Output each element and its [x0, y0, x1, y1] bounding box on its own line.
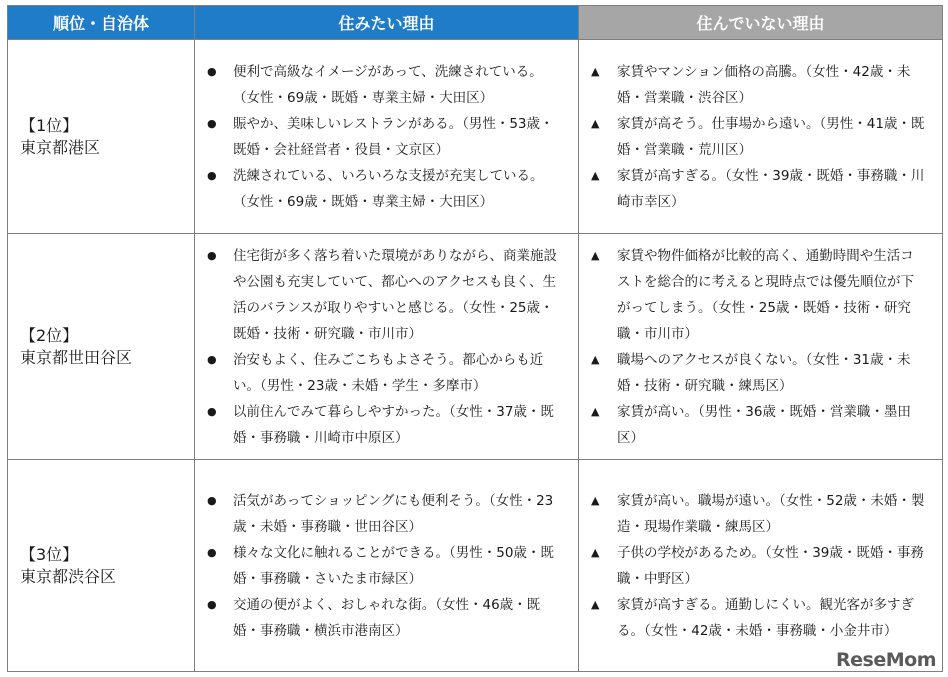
list-item	[591, 243, 926, 347]
list-item	[207, 111, 562, 163]
list-item	[591, 111, 926, 163]
bullet-triangle-icon: ▲	[591, 64, 600, 78]
not-reasons-list	[579, 488, 942, 644]
list-item	[207, 540, 562, 592]
list-item	[591, 399, 926, 451]
list-item	[207, 59, 562, 111]
list-item	[207, 243, 562, 347]
list-item	[207, 399, 562, 451]
list-item-text: 活気があってショッピングにも便利そう。（女性・23歳・未婚・事務職・世田谷区）	[233, 492, 554, 535]
list-item	[207, 488, 562, 540]
not-reasons-list	[579, 59, 942, 215]
not-reasons-cell	[579, 40, 943, 234]
list-item-text: 家賃や物件価格が比較的高く、通勤時間や生活コストを総合的に考えると現時点では優先順位が下がってしまう。（女性・25歳・既婚・技術・研究職・市川市）	[617, 247, 914, 342]
table-row	[8, 40, 943, 234]
header-reasons: 住みたい理由	[195, 6, 579, 40]
rank-label: 【2位】 東京都世田谷区	[20, 325, 133, 367]
bullet-circle-icon: ●	[207, 404, 217, 418]
not-reasons-cell	[579, 460, 943, 672]
bullet-circle-icon: ●	[207, 168, 217, 182]
list-item-text: 賑やか、美味しいレストランがある。（男性・53歳・既婚・会社経営者・役員・文京区）	[233, 115, 554, 158]
bullet-circle-icon: ●	[207, 116, 217, 130]
list-item-text: 家賃やマンション価格の高騰。（女性・42歳・未婚・営業職・渋谷区）	[617, 63, 911, 106]
rank-cell	[8, 40, 195, 234]
list-item-text: 様々な文化に触れることができる。（男性・50歳・既婚・事務職・さいたま市緑区）	[233, 544, 554, 587]
reasons-cell	[195, 460, 579, 672]
list-item	[591, 59, 926, 111]
list-item	[591, 488, 926, 540]
bullet-triangle-icon: ▲	[591, 116, 600, 130]
list-item	[207, 163, 562, 215]
bullet-circle-icon: ●	[207, 64, 217, 78]
bullet-triangle-icon: ▲	[591, 493, 600, 507]
list-item	[207, 347, 562, 399]
reasons-cell	[195, 234, 579, 460]
bullet-triangle-icon: ▲	[591, 248, 600, 262]
bullet-triangle-icon: ▲	[591, 352, 600, 366]
reasons-cell	[195, 40, 579, 234]
bullet-triangle-icon: ▲	[591, 404, 600, 418]
bullet-triangle-icon: ▲	[591, 545, 600, 559]
list-item-text: 洗練されている、いろいろな支援が充実している。（女性・69歳・既婚・専業主婦・大田区）	[233, 167, 544, 210]
rank-cell	[8, 234, 195, 460]
list-item	[207, 592, 562, 644]
list-item-text: 住宅街が多く落ち着いた環境がありながら、商業施設や公園も充実していて、都心へのアクセスも良く、生活のバランスが取りやすいと感じる。（女性・25歳・既婚・技術・研究職・市川市）	[233, 247, 557, 342]
reasons-list	[195, 243, 578, 451]
list-item	[591, 592, 926, 644]
list-item-text: 家賃が高そう。仕事場から遠い。（男性・41歳・既婚・営業職・荒川区）	[617, 115, 925, 158]
list-item-text: 以前住んでみて暮らしやすかった。（女性・37歳・既婚・事務職・川崎市中原区）	[233, 403, 554, 446]
not-reasons-cell	[579, 234, 943, 460]
list-item-text: 家賃が高い。職場が遠い。（女性・52歳・未婚・製造・現場作業職・練馬区）	[617, 492, 925, 535]
rank-cell	[8, 460, 195, 672]
list-item-text: 職場へのアクセスが良くない。（女性・31歳・未婚・技術・研究職・練馬区）	[617, 351, 911, 394]
reasons-list	[195, 59, 578, 215]
ranking-table	[7, 5, 943, 672]
list-item-text: 治安もよく、住みごこちもよさそう。都心からも近い。（男性・23歳・未婚・学生・多摩市）	[233, 351, 544, 394]
list-item-text: 家賃が高すぎる。通勤しにくい。観光客が多すぎる。（女性・42歳・未婚・事務職・小金井市）	[617, 596, 914, 639]
list-item-text: 家賃が高い。（男性・36歳・既婚・営業職・墨田区）	[617, 403, 911, 446]
not-reasons-list	[579, 243, 942, 451]
table-row	[8, 234, 943, 460]
header-row	[8, 6, 943, 40]
list-item	[591, 163, 926, 215]
table-row	[8, 460, 943, 672]
reasons-list	[195, 488, 578, 644]
bullet-circle-icon: ●	[207, 493, 217, 507]
header-rank: 順位・自治体	[8, 6, 195, 40]
bullet-circle-icon: ●	[207, 597, 217, 611]
header-not-reasons: 住んでいない理由	[579, 6, 943, 40]
rank-label: 【3位】 東京都渋谷区	[20, 544, 117, 586]
bullet-triangle-icon: ▲	[591, 168, 600, 182]
bullet-triangle-icon: ▲	[591, 597, 600, 611]
bullet-circle-icon: ●	[207, 248, 217, 262]
list-item-text: 家賃が高すぎる。（女性・39歳・既婚・事務職・川崎市幸区）	[617, 167, 925, 210]
rank-label: 【1位】 東京都港区	[20, 115, 101, 157]
list-item-text: 交通の便がよく、おしゃれな街。（女性・46歳・既婚・事務職・横浜市港南区）	[233, 596, 541, 639]
list-item	[591, 347, 926, 399]
list-item-text: 子供の学校があるため。（女性・39歳・既婚・事務職・中野区）	[617, 544, 924, 587]
bullet-circle-icon: ●	[207, 352, 217, 366]
bullet-circle-icon: ●	[207, 545, 217, 559]
list-item	[591, 540, 926, 592]
list-item-text: 便利で高級なイメージがあって、洗練されている。（女性・69歳・既婚・専業主婦・大田区）	[233, 63, 543, 106]
resemom-logo: ReseMom	[836, 649, 936, 671]
